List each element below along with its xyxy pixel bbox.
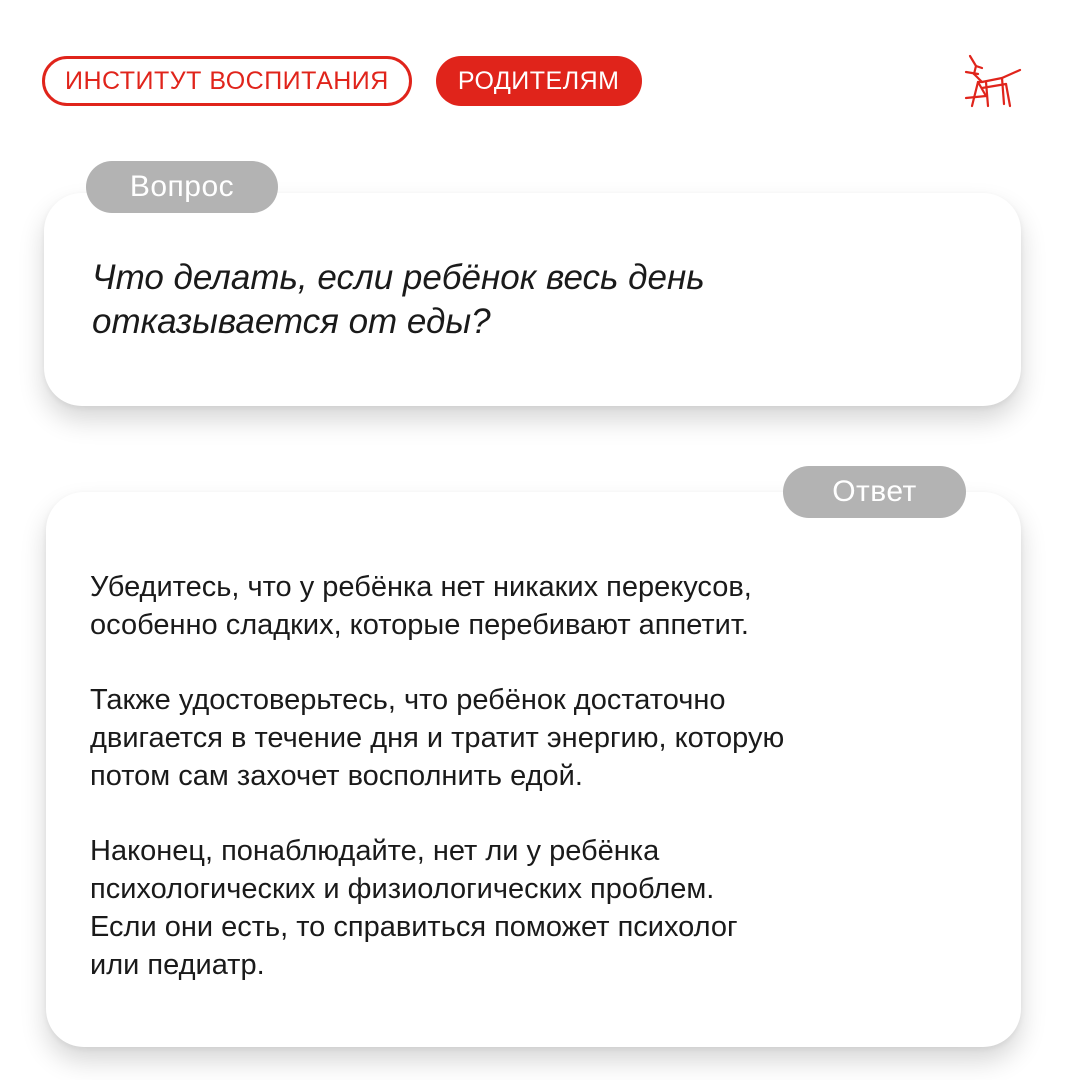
question-label: Вопрос	[86, 161, 278, 213]
question-text: Что делать, если ребёнок весь день отказывается от еды?	[92, 258, 705, 341]
parents-tag[interactable]: РОДИТЕЛЯМ	[436, 56, 642, 106]
answer-paragraph: Наконец, понаблюдайте, нет ли у ребёнка психологических и физиологических проблем. Если они есть, то справиться поможет психолог или педиатр.	[90, 835, 738, 981]
institute-tag[interactable]: ИНСТИТУТ ВОСПИТАНИЯ	[42, 56, 412, 106]
horse-logo-icon	[962, 52, 1024, 110]
header	[42, 56, 642, 106]
answer-text	[90, 568, 990, 984]
answer-label: Ответ	[783, 466, 966, 518]
answer-paragraph: Убедитесь, что у ребёнка нет никаких перекусов, особенно сладких, которые перебивают аппетит.	[90, 571, 752, 641]
answer-paragraph: Также удостоверьтесь, что ребёнок достаточно двигается в течение дня и тратит энергию, которую потом сам захочет восполнить едой.	[90, 684, 785, 792]
